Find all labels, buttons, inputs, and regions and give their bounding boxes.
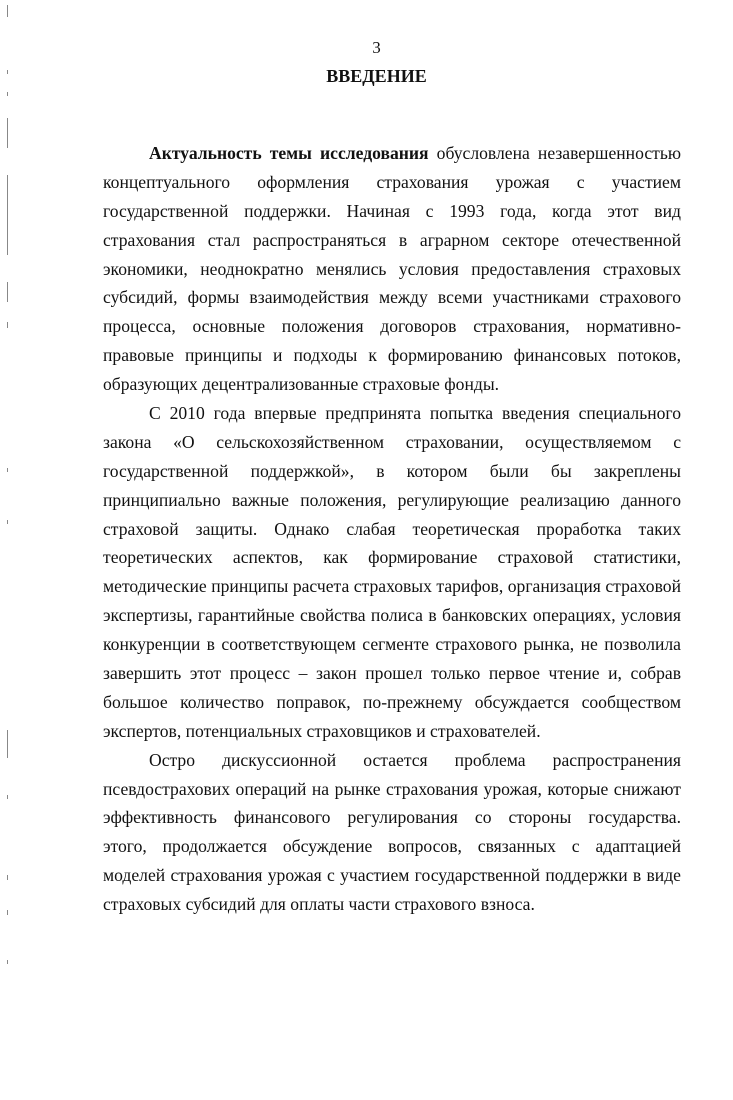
text-line xyxy=(103,803,681,832)
text-line xyxy=(103,457,681,486)
line-text: государственной поддержкой», в котором были бы закреплены xyxy=(103,460,681,481)
line-text: государственной поддержки. Начиная с 1993 года, когда этот вид xyxy=(103,200,681,221)
line-text: закона «О сельскохозяйственном страховании, осуществляемом с xyxy=(103,431,681,452)
text-line xyxy=(103,312,681,341)
paragraph xyxy=(103,399,681,746)
line-text: эффективность финансового регулирования со стороны государства. xyxy=(103,807,681,828)
line-text: страховой защиты. Однако слабая теоретическая проработка таких xyxy=(103,518,681,539)
line-text: С 2010 года впервые предпринята попытка введения специального xyxy=(149,403,681,424)
line-text: конкуренции в соответствующем сегменте страхового рынка, не позволила xyxy=(103,634,681,655)
text-line xyxy=(103,688,681,717)
scan-margin-marks xyxy=(5,0,11,1100)
text-line xyxy=(103,283,681,312)
line-text: обусловлена незавершенностью xyxy=(428,143,681,163)
text-line xyxy=(103,399,681,428)
text-line xyxy=(103,601,681,630)
line-text: моделей страхования урожая с участием государственной поддержки в виде xyxy=(103,865,681,886)
text-line xyxy=(103,775,681,804)
line-text: Остро дискуссионной остается проблема распространения xyxy=(149,749,681,770)
text-line xyxy=(103,543,681,572)
text-line xyxy=(103,515,681,544)
line-text: экономики, неоднократно менялись условия предоставления страховых xyxy=(103,258,681,279)
text-line xyxy=(103,255,681,284)
text-line xyxy=(103,341,681,370)
line-text: страхования стал распространяться в аграрном секторе отечественной xyxy=(103,229,681,250)
paragraph xyxy=(103,746,681,919)
line-text: принципиально важные положения, регулирующие реализацию данного xyxy=(103,489,681,510)
line-text: завершить этот процесс – закон прошел только первое чтение и, собрав xyxy=(103,663,681,684)
line-text: концептуального оформления страхования урожая с участием xyxy=(103,171,681,192)
text-line xyxy=(103,630,681,659)
text-line xyxy=(103,746,681,775)
line-text: процесса, основные положения договоров страхования, нормативно- xyxy=(103,316,681,337)
section-heading: ВВЕДЕНИЕ xyxy=(326,66,427,86)
line-text: теоретических аспектов, как формирование страховой статистики, xyxy=(103,547,681,568)
text-line xyxy=(103,832,681,861)
line-text: субсидий, формы взаимодействия между всеми участниками страхового xyxy=(103,287,681,308)
text-line xyxy=(103,890,681,919)
line-text: образующих децентрализованные страховые фонды. xyxy=(103,374,500,395)
text-line xyxy=(103,717,681,746)
line-text: псевдострахових операций на рынке страхования урожая, которые снижают xyxy=(103,778,681,799)
document-body xyxy=(103,139,681,919)
text-line xyxy=(103,197,681,226)
text-line xyxy=(103,168,681,197)
line-text: экспертов, потенциальных страховщиков и страхователей. xyxy=(103,720,541,741)
line-text: правовые принципы и подходы к формированию финансовых потоков, xyxy=(103,345,681,366)
text-line xyxy=(103,861,681,890)
text-line xyxy=(103,226,681,255)
paragraph xyxy=(103,139,681,399)
text-line xyxy=(103,139,681,168)
bold-lead-phrase: Актуальность темы исследования xyxy=(149,143,429,163)
line-text: страховых субсидий для оплаты части страхового взноса. xyxy=(103,894,535,915)
line-text: экспертизы, гарантийные свойства полиса в банковских операциях, условия xyxy=(103,605,681,626)
line-text: большое количество поправок, по-прежнему обсуждается сообществом xyxy=(103,691,681,712)
text-line xyxy=(103,428,681,457)
text-line xyxy=(103,486,681,515)
text-line xyxy=(103,572,681,601)
line-text: методические принципы расчета страховых тарифов, организация страховой xyxy=(103,576,681,597)
line-text: этого, продолжается обсуждение вопросов, связанных с адаптацией xyxy=(103,836,681,857)
page-number: 3 xyxy=(372,38,381,57)
text-line xyxy=(103,370,681,399)
text-line xyxy=(103,659,681,688)
